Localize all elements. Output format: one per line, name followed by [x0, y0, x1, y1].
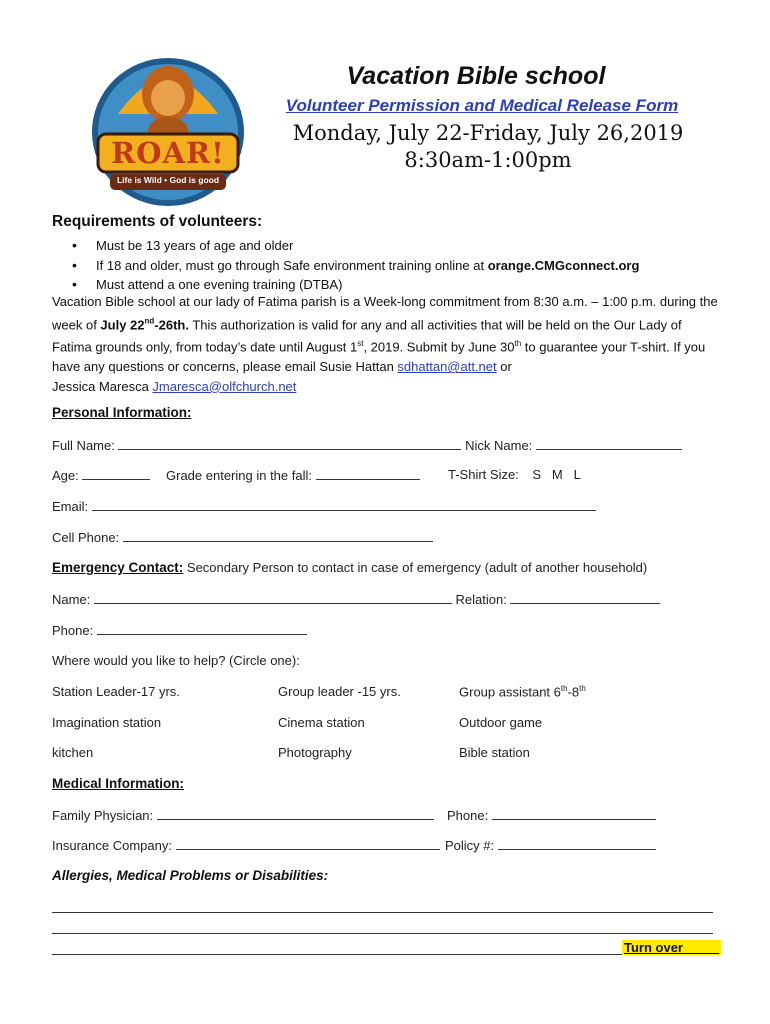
requirements-list [72, 236, 639, 295]
allergies-line-1[interactable] [52, 912, 713, 913]
age-label: Age: [52, 468, 79, 483]
bullet-text: Must attend a one evening training (DTBA) [96, 277, 343, 292]
medical-info-heading: Medical Information: [52, 776, 185, 791]
policy-label: Policy #: [445, 838, 495, 853]
para-text: to guarantee your T-shirt. If you have any questions or concerns, please email Susie Hattan [52, 339, 706, 375]
turn-over-note: Turn over_____ [624, 940, 720, 955]
option-outdoor-game[interactable]: Outdoor game [459, 715, 543, 730]
full-name-label: Full Name: [52, 438, 115, 453]
emergency-name-label: Name: [52, 592, 91, 607]
physician-label: Family Physician: [52, 808, 154, 823]
emergency-phone-label: Phone: [52, 623, 94, 638]
list-item [72, 256, 639, 276]
help-question: Where would you like to help? (Circle one): [52, 653, 300, 668]
grade-label: Grade entering in the fall: [166, 468, 312, 483]
emergency-name-field[interactable] [94, 591, 452, 604]
insurance-field[interactable] [176, 837, 440, 850]
requirements-heading: Requirements of volunteers: [52, 213, 263, 230]
relation-field[interactable] [510, 591, 660, 604]
dates-line-2: 8:30am-1:00pm [404, 148, 572, 172]
roar-logo-graphic [88, 54, 248, 209]
para-bold: July 22 [100, 316, 145, 332]
superscript: th [514, 339, 522, 349]
grade-row [166, 467, 420, 483]
para-text: Jessica Maresca [52, 378, 153, 394]
option-station-leader[interactable]: Station Leader-17 yrs. [52, 684, 180, 699]
relation-label: Relation: [455, 592, 507, 607]
para-text: or [496, 359, 512, 375]
event-dates [270, 120, 706, 174]
physician-row [52, 807, 434, 823]
physician-field[interactable] [157, 807, 434, 820]
bullet-text: If 18 and older, must go through Safe environment training online at [96, 257, 488, 273]
insurance-row [52, 837, 440, 853]
emergency-phone-row [52, 622, 307, 638]
option-kitchen[interactable]: kitchen [52, 745, 94, 760]
full-name-field[interactable] [118, 437, 461, 450]
email-label: Email: [52, 499, 89, 514]
tshirt-row [448, 467, 581, 482]
option-group-assistant[interactable] [459, 684, 586, 699]
superscript: th [560, 684, 568, 693]
nick-name-field[interactable] [536, 437, 682, 450]
grade-field[interactable] [316, 467, 420, 480]
list-item [72, 236, 639, 256]
email-row [52, 498, 596, 514]
medical-phone-row [447, 807, 656, 823]
page-title: Vacation Bible school [346, 62, 606, 90]
email-link-jessica[interactable]: Jmaresca@olfchurch.net [152, 378, 297, 394]
cell-phone-field[interactable] [123, 529, 433, 542]
emergency-phone-field[interactable] [97, 622, 307, 635]
form-subtitle: Volunteer Permission and Medical Release Form [285, 96, 679, 115]
para-text: This authorization is valid for any and all activities that will be held on the Our Lady of Fatima grounds only, from today’s date until August 1 [52, 316, 682, 355]
age-field[interactable] [82, 467, 150, 480]
roar-logo [88, 54, 248, 209]
para-bold: -26th. [154, 316, 189, 332]
medical-phone-label: Phone: [447, 808, 489, 823]
tshirt-size-options[interactable]: S M L [532, 467, 581, 482]
age-row [52, 467, 150, 483]
superscript: nd [144, 316, 155, 326]
allergies-line-2[interactable] [52, 933, 713, 934]
training-site: orange.CMGconnect.org [487, 257, 640, 273]
allergies-heading: Allergies, Medical Problems or Disabilities: [52, 868, 329, 883]
cell-row [52, 529, 433, 545]
dates-line-1: Monday, July 22-Friday, July 26,2019 [292, 121, 684, 145]
commitment-paragraph [52, 292, 720, 396]
logo-tagline: Life is Wild • God is good [116, 175, 220, 185]
allergies-line-3[interactable] [52, 954, 622, 955]
emergency-heading-row [52, 560, 647, 575]
para-text: Vacation Bible school at our lady of Fatima parish is a Week-long commitment from 8:30 a.m. – 1:00 p.m. during the week of [52, 294, 718, 332]
personal-info-heading: Personal Information: [52, 405, 192, 420]
insurance-label: Insurance Company: [52, 838, 172, 853]
email-field[interactable] [92, 498, 596, 511]
superscript: th [579, 684, 586, 693]
full-name-row [52, 437, 682, 453]
nick-name-label: Nick Name: [465, 438, 533, 453]
bullet-text: Must be 13 years of age and older [96, 238, 294, 253]
policy-field[interactable] [498, 837, 656, 850]
policy-row [445, 837, 656, 853]
emergency-heading: Emergency Contact: [52, 560, 184, 575]
option-group-leader[interactable]: Group leader -15 yrs. [278, 684, 401, 699]
option-cinema-station[interactable]: Cinema station [278, 715, 365, 730]
para-text: , 2019. Submit by June 30 [363, 339, 515, 355]
medical-phone-field[interactable] [492, 807, 656, 820]
tshirt-label: T-Shirt Size: [448, 467, 519, 482]
cell-label: Cell Phone: [52, 530, 120, 545]
option-photography[interactable]: Photography [278, 745, 352, 760]
emergency-description: Secondary Person to contact in case of emergency (adult of another household) [183, 560, 648, 575]
option-text: Group assistant 6 [459, 684, 561, 700]
email-link-susie[interactable]: sdhattan@att.net [397, 359, 497, 375]
emergency-name-row [52, 591, 660, 607]
option-imagination-station[interactable]: Imagination station [52, 715, 162, 730]
option-bible-station[interactable]: Bible station [459, 745, 530, 760]
option-text: -8 [567, 684, 580, 700]
superscript: st [357, 339, 364, 349]
logo-text: ROAR! [111, 136, 225, 170]
